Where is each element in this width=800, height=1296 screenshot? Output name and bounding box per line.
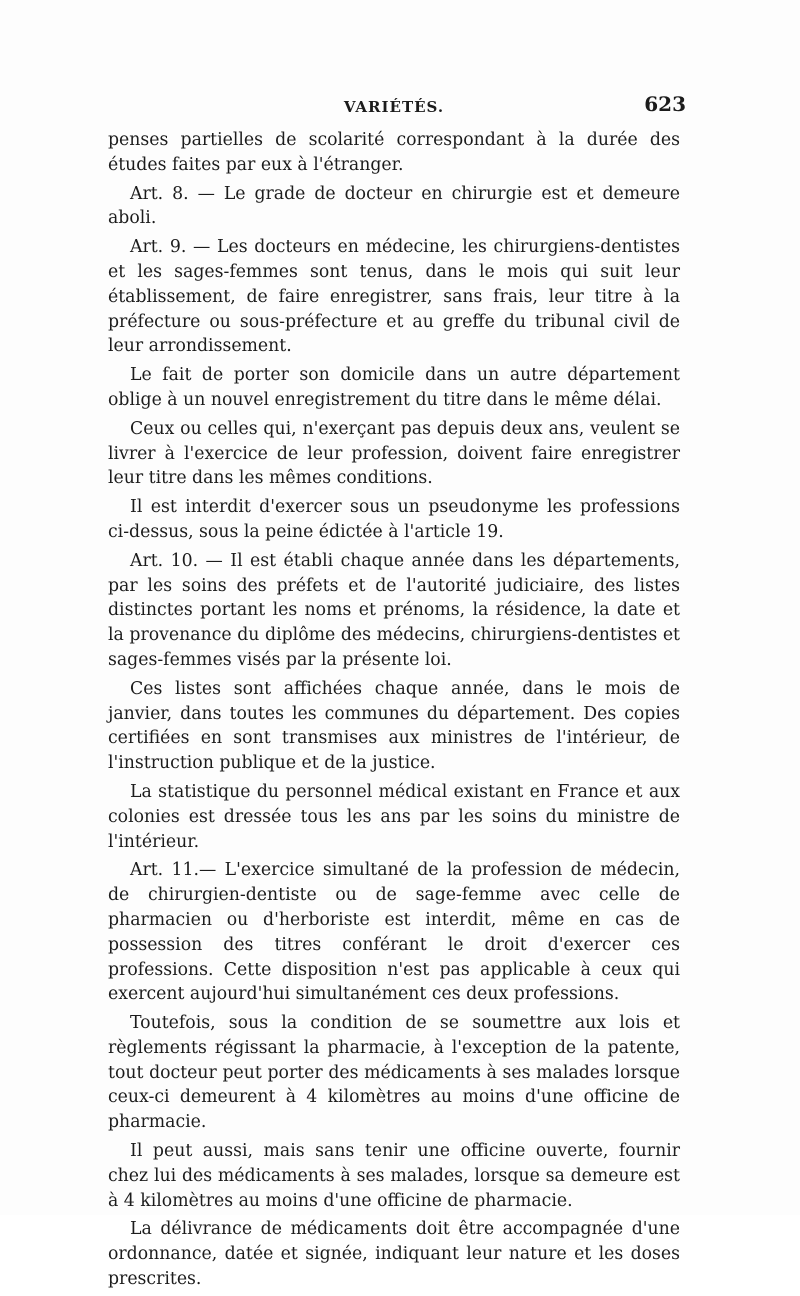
paragraph: Il peut aussi, mais sans tenir une officine ouverte, fournir chez lui des médicaments à ses malades, lorsque sa demeure est à 4 kilomètres au moins d'une officine de pharmacie. xyxy=(108,1141,680,1211)
running-title: VARIÉTÉS. xyxy=(343,98,445,116)
page-number: 623 xyxy=(644,92,686,116)
paragraph: Art. 11.— L'exercice simultané de la profession de médecin, de chirurgien-dentiste ou de sage-femme avec celle de pharmacien ou d'herboriste est interdit, même en cas de possession des titres conférant le droit d'exercer ces professions. Cette disposition n'est pas applicable à ceux qui exercent aujourd'hui simultanément ces deux professions. xyxy=(108,860,680,1005)
paragraph: Le fait de porter son domicile dans un autre département oblige à un nouvel enregistrement du titre dans le même délai. xyxy=(108,365,680,410)
paragraph: La délivrance de médicaments doit être accompagnée d'une ordonnance, datée et signée, indiquant leur nature et les doses prescrites. xyxy=(108,1219,680,1290)
paragraph: Il est interdit d'exercer sous un pseudonyme les professions ci-dessus, sous la peine édictée à l'article 19. xyxy=(108,497,680,542)
paragraph: Art. 9. — Les docteurs en médecine, les chirurgiens-dentistes et les sages-femmes sont tenus, dans le mois qui suit leur établissement, de faire enregistrer, sans frais, leur titre à la préfecture ou sous-préfecture et au greffe du tribunal civil de leur arrondissement. xyxy=(108,237,680,357)
paragraph: Toutefois, sous la condition de se soumettre aux lois et règlements régissant la pharmacie, à l'exception de la patente, tout docteur peut porter des médicaments à ses malades lorsque ceux-ci demeurent à 4 kilomètres au moins d'une officine de pharmacie. xyxy=(108,1013,680,1133)
paragraph: Ceux ou celles qui, n'exerçant pas depuis deux ans, veulent se livrer à l'exercice de leur profession, doivent faire enregistrer leur titre dans les mêmes conditions. xyxy=(108,418,680,489)
paragraph: Art. 8. — Le grade de docteur en chirurgie est et demeure aboli. xyxy=(108,183,680,229)
body-text xyxy=(108,128,680,1296)
paragraph: Ces listes sont affichées chaque année, dans le mois de janvier, dans toutes les communes du département. Des copies certifiées en sont transmises aux ministres de l'intérieur, de l'instruction publique et de la justice. xyxy=(108,678,680,774)
running-head xyxy=(108,92,686,128)
paragraph: La statistique du personnel médical existant en France et aux colonies est dressée tous les ans par les soins du ministre de l'intérieur. xyxy=(108,781,680,852)
paragraph: penses partielles de scolarité correspondant à la durée des études faites par eux à l'étranger. xyxy=(108,130,680,175)
paragraph: Art. 10. — Il est établi chaque année dans les départements, par les soins des préfets et de l'autorité judiciaire, des listes distinctes portant les noms et prénoms, la résidence, la date et la provenance du diplôme des médecins, chirurgiens-dentistes et sages-femmes visés par la présente loi. xyxy=(108,550,680,670)
